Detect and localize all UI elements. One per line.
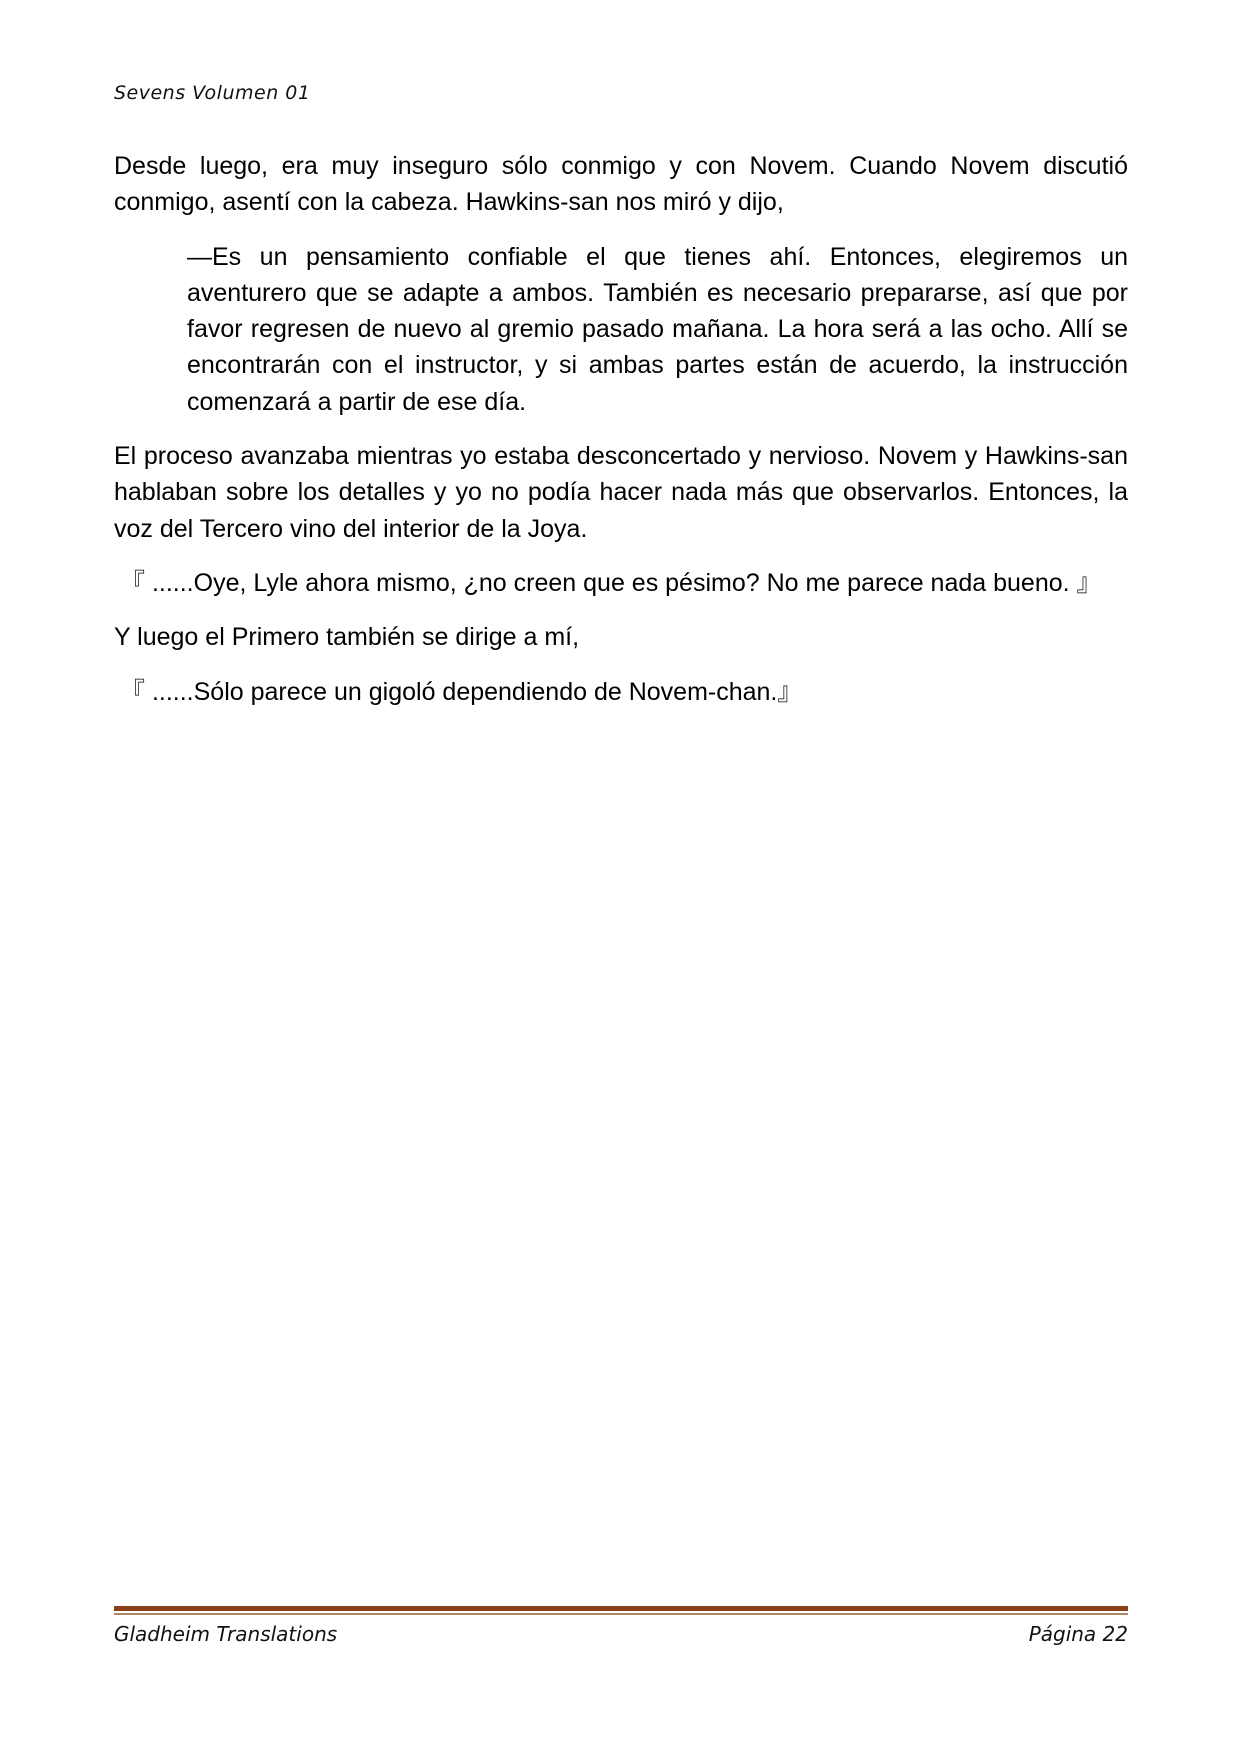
paragraph: Y luego el Primero también se dirige a mí, — [114, 623, 580, 652]
running-header: Sevens Volumen 01 — [114, 82, 311, 104]
page-body — [114, 148, 1128, 728]
bracket-dialogue: 『 ......Sólo parece un gigoló dependiendo de Novem-chan.』 — [120, 677, 803, 706]
footer-publisher: Gladheim Translations — [114, 1622, 338, 1646]
footer-divider-thin — [114, 1613, 1128, 1615]
footer-page-number: Página 22 — [1028, 1622, 1128, 1646]
paragraph: El proceso avanzaba mientras yo estaba desconcertado y nervioso. Novem y Hawkins-san hablaban sobre los detalles y yo no podía hacer nada más que observarlos. Entonces, la voz del Tercero vino del interior de la Joya. — [114, 442, 1128, 543]
dialogue-quote-block: —Es un pensamiento confiable el que tienes ahí. Entonces, elegiremos un aventurero que se adapte a ambos. También es necesario prepararse, así que por favor regresen de nuevo al gremio pasado mañana. La hora será a las ocho. Allí se encontrarán con el instructor, y si ambas partes están de acuerdo, la instrucción comenzará a partir de ese día. — [187, 242, 1128, 416]
footer-divider — [114, 1606, 1128, 1615]
paragraph: Desde luego, era muy inseguro sólo conmigo y con Novem. Cuando Novem discutió conmigo, asentí con la cabeza. Hawkins-san nos miró y dijo, — [114, 152, 1128, 217]
bracket-dialogue: 『 ......Oye, Lyle ahora mismo, ¿no creen que es pésimo? No me parece nada bueno. 』 — [120, 568, 1102, 597]
